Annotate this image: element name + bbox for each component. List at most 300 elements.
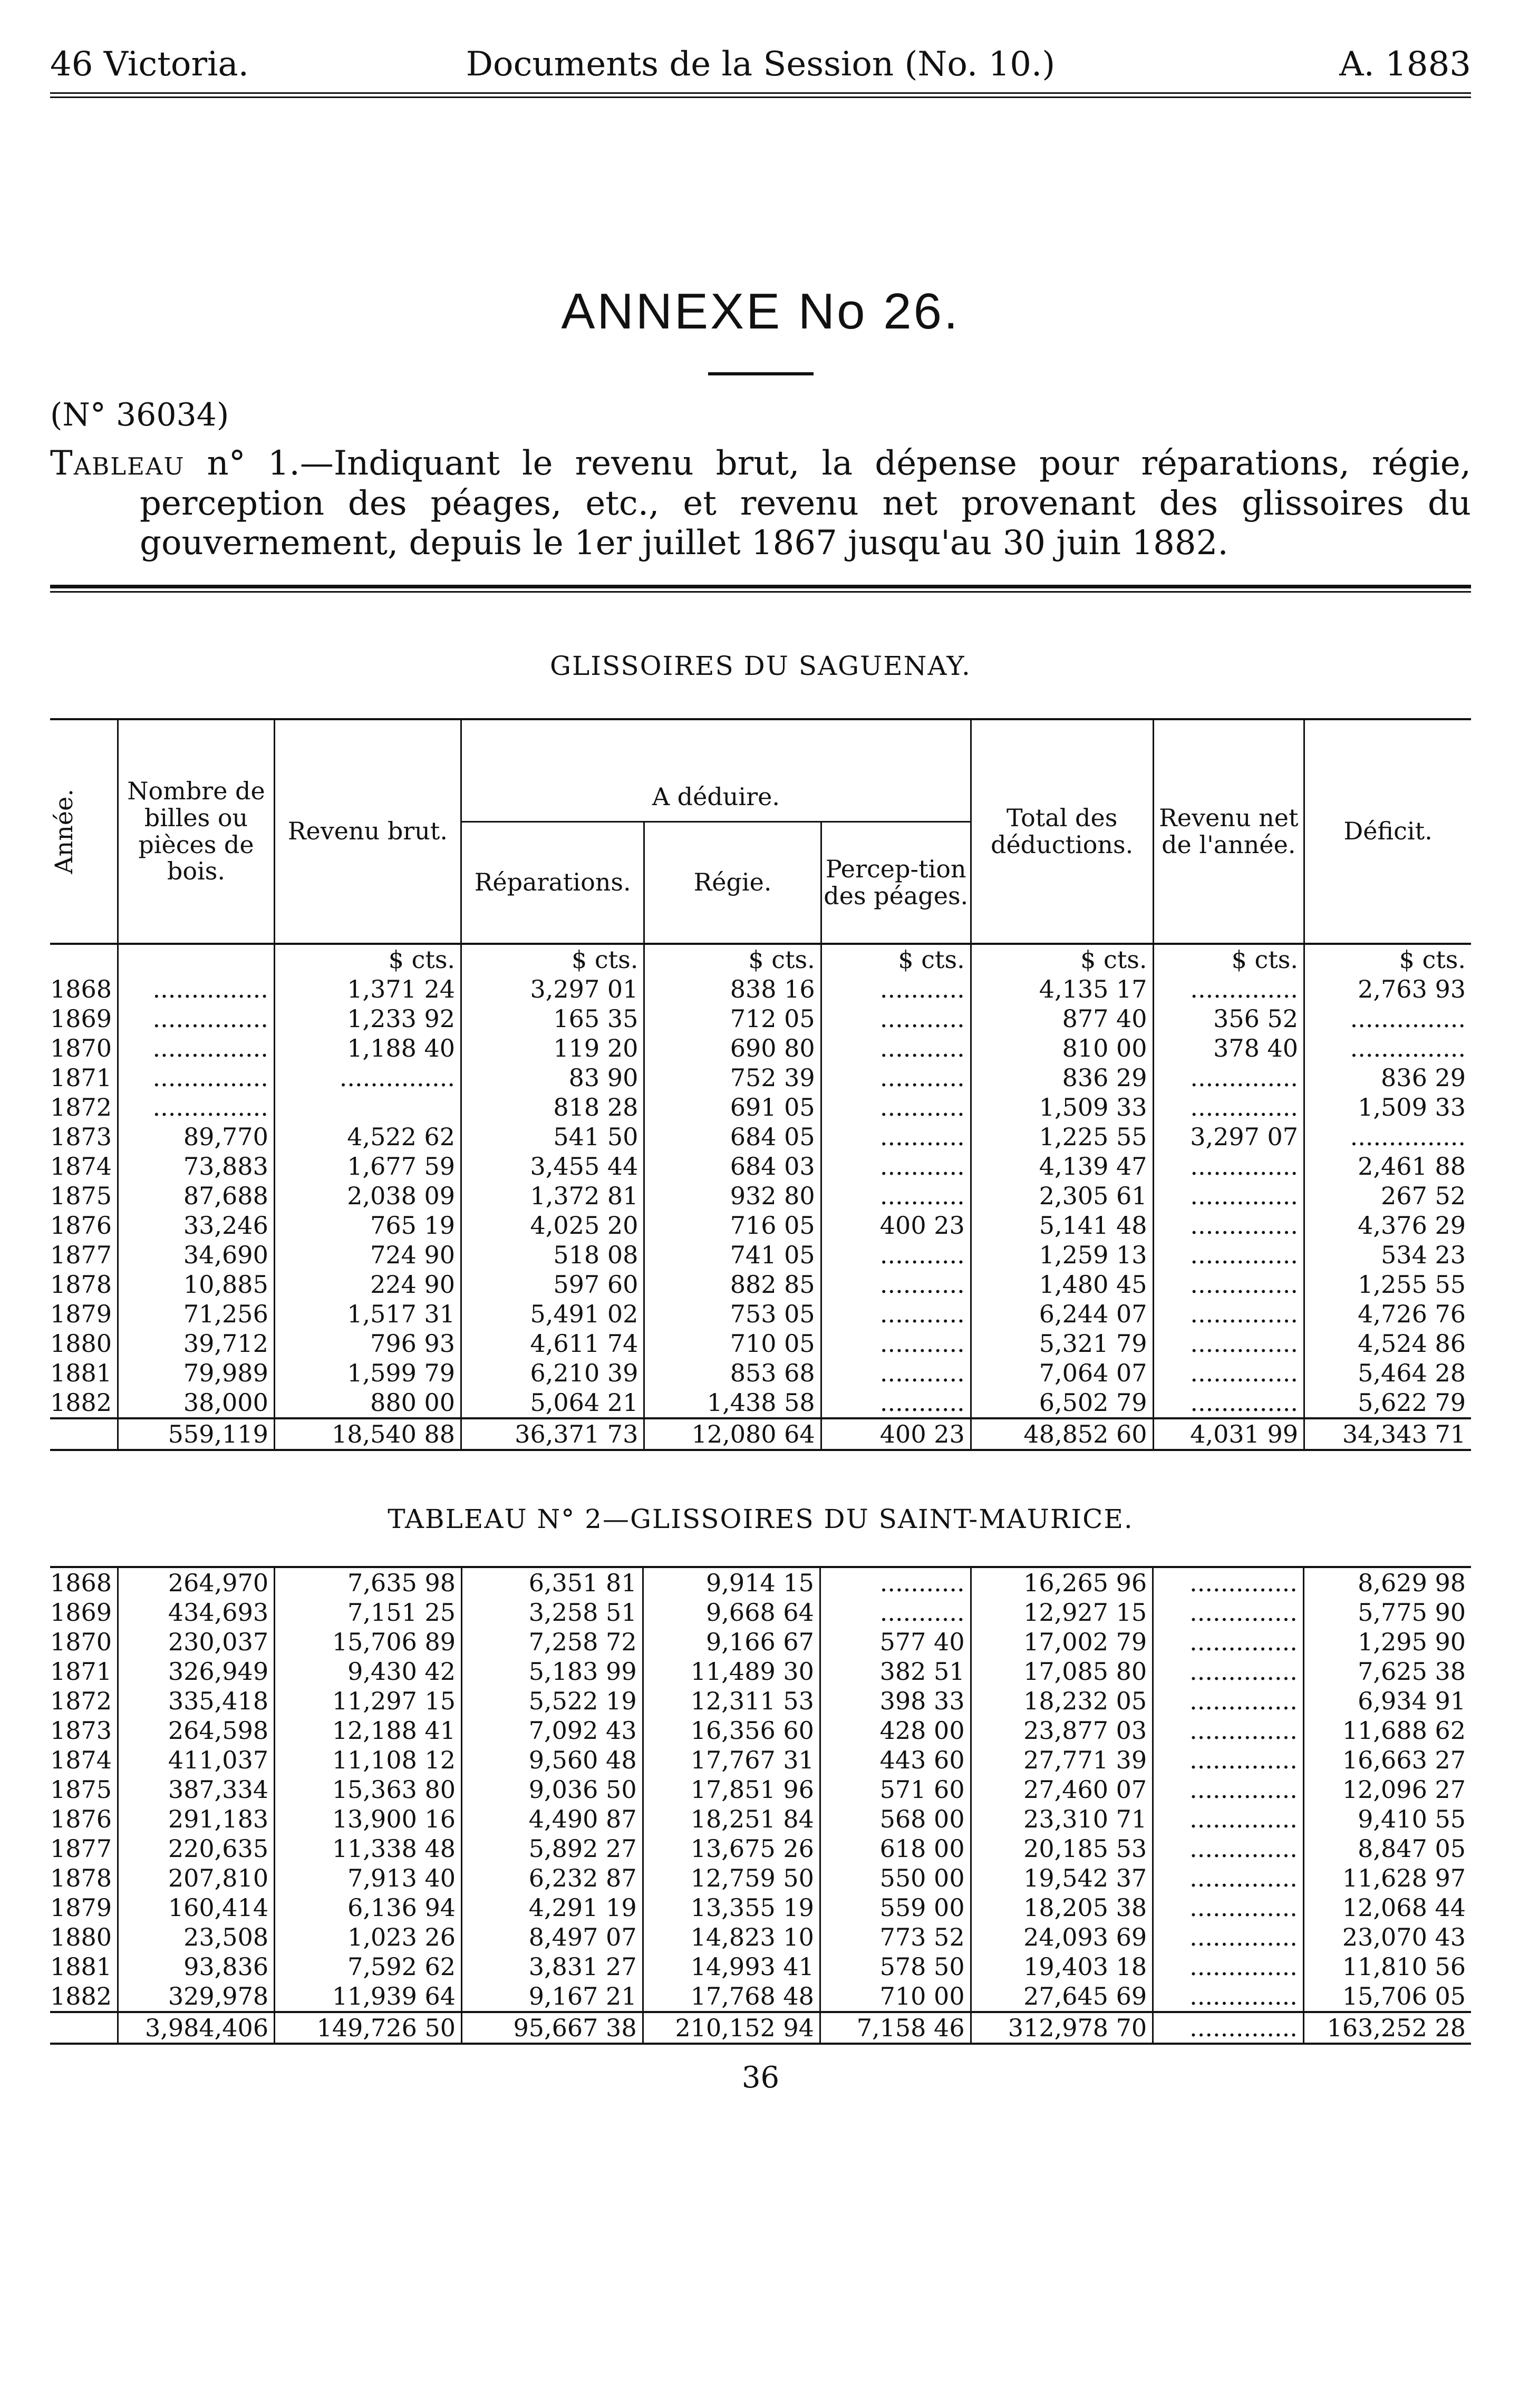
value-cell: 7,635 98 (275, 1567, 462, 1598)
value-cell: 559 00 (820, 1893, 971, 1922)
table-caption (50, 444, 1471, 564)
value-cell: 4,611 74 (461, 1329, 644, 1358)
value-cell: 11,810 56 (1303, 1952, 1471, 1981)
value-cell: 11,688 62 (1303, 1716, 1471, 1745)
value-cell: 8,847 05 (1303, 1834, 1471, 1863)
header-right: A. 1883 (1339, 45, 1471, 84)
year-cell: 1876 (50, 1804, 112, 1833)
value-cell: .............. (1153, 1981, 1304, 2012)
value-cell: 15,363 80 (275, 1775, 462, 1804)
value-cell: 6,351 81 (462, 1567, 643, 1598)
year-cell: 1879 (50, 1893, 112, 1922)
year-cell: 1879 (50, 1299, 112, 1328)
value-cell: 1,188 40 (274, 1033, 461, 1063)
total-cell: 12,080 64 (644, 1418, 821, 1450)
value-cell: 23,310 71 (971, 1804, 1153, 1834)
value-cell: 398 33 (820, 1686, 971, 1716)
header-center: Documents de la Session (No. 10.) (466, 45, 1056, 84)
value-cell: 5,491 02 (461, 1299, 644, 1329)
year-cell: 1881 (50, 1358, 112, 1387)
header-revenu-net: Revenu net de l'année. (1153, 719, 1304, 943)
value-cell: 11,628 97 (1303, 1863, 1471, 1893)
value-cell: .............. (1153, 1834, 1304, 1863)
value-cell: 17,002 79 (971, 1627, 1153, 1657)
value-cell: 11,338 48 (275, 1834, 462, 1863)
value-cell: 4,524 86 (1304, 1329, 1471, 1358)
value-cell: 773 52 (820, 1922, 971, 1952)
year-cell: 1871 (50, 1063, 112, 1092)
caption-rule (50, 585, 1471, 593)
document-page (50, 45, 1471, 2095)
value-cell: 7,258 72 (462, 1627, 643, 1657)
total-cell: 163,252 28 (1303, 2012, 1471, 2044)
value-cell: 618 00 (820, 1834, 971, 1863)
value-cell: 13,675 26 (643, 1834, 820, 1863)
value-cell: .............. (1153, 1063, 1304, 1092)
value-cell: 387,334 (118, 1775, 275, 1804)
value-cell: .............. (1153, 1863, 1304, 1893)
total-cell: 149,726 50 (275, 2012, 462, 2044)
value-cell: .............. (1153, 1211, 1304, 1240)
value-cell: .............. (1153, 974, 1304, 1004)
value-cell: 12,311 53 (643, 1686, 820, 1716)
value-cell: 9,167 21 (462, 1981, 643, 2012)
table2-title: TABLEAU N° 2—GLISSOIRES DU SAINT-MAURICE. (388, 1503, 1134, 1534)
value-cell: 33,246 (118, 1211, 275, 1240)
value-cell: 9,036 50 (462, 1775, 643, 1804)
caption-label: Tableau (50, 444, 185, 483)
value-cell: 9,430 42 (275, 1657, 462, 1686)
value-cell: 160,414 (118, 1893, 275, 1922)
value-cell: 27,460 07 (971, 1775, 1153, 1804)
year-cell: 1874 (50, 1152, 112, 1181)
value-cell: 710 00 (820, 1981, 971, 2012)
value-cell: ........... (821, 1388, 971, 1418)
total-cell: 3,984,406 (118, 2012, 275, 2044)
value-cell: 710 05 (644, 1329, 821, 1358)
value-cell: 578 50 (820, 1952, 971, 1981)
value-cell: 11,108 12 (275, 1745, 462, 1775)
table-row (50, 1863, 1471, 1893)
units-row: $ cts. $ cts. $ cts. $ cts. $ cts. $ cts. $ cts. (50, 944, 1471, 974)
value-cell: .............. (1153, 1388, 1304, 1418)
value-cell: 12,188 41 (275, 1716, 462, 1745)
value-cell: 5,321 79 (971, 1329, 1153, 1358)
value-cell: ........... (821, 1299, 971, 1329)
total-cell: 48,852 60 (971, 1418, 1153, 1450)
value-cell: 18,232 05 (971, 1686, 1153, 1716)
title-rule (708, 372, 814, 375)
value-cell: 5,183 99 (462, 1657, 643, 1686)
value-cell: 71,256 (118, 1299, 275, 1329)
value-cell: 267 52 (1304, 1181, 1471, 1211)
table-row (50, 1033, 1471, 1063)
value-cell: 6,934 91 (1303, 1686, 1471, 1716)
value-cell: 18,251 84 (643, 1804, 820, 1834)
year-cell: 1880 (50, 1329, 112, 1358)
value-cell: ........... (821, 1063, 971, 1092)
value-cell: 7,092 43 (462, 1716, 643, 1745)
table-row (50, 1981, 1471, 2012)
total-cell: 36,371 73 (461, 1418, 644, 1450)
value-cell: 165 35 (461, 1004, 644, 1033)
annexe-title: ANNEXE No 26. (561, 283, 960, 340)
header-regie: Régie. (644, 821, 821, 943)
value-cell: 741 05 (644, 1240, 821, 1270)
value-cell: 12,759 50 (643, 1863, 820, 1893)
value-cell: 220,635 (118, 1834, 275, 1863)
year-cell: 1880 (50, 1922, 112, 1951)
table-row (50, 1922, 1471, 1952)
value-cell: 17,085 80 (971, 1657, 1153, 1686)
value-cell: 11,489 30 (643, 1657, 820, 1686)
table-row (50, 1211, 1471, 1240)
value-cell: 1,295 90 (1303, 1627, 1471, 1657)
value-cell: 1,677 59 (274, 1152, 461, 1181)
value-cell: .............. (1153, 1686, 1304, 1716)
value-cell: 12,927 15 (971, 1598, 1153, 1627)
header-perception: Percep-tion des péages. (821, 821, 971, 943)
value-cell: 1,509 33 (971, 1092, 1153, 1122)
year-cell: 1877 (50, 1834, 112, 1863)
value-cell: 119 20 (461, 1033, 644, 1063)
value-cell: 7,064 07 (971, 1358, 1153, 1388)
value-cell: 5,522 19 (462, 1686, 643, 1716)
value-cell: ............... (118, 1033, 275, 1063)
year-cell: 1870 (50, 1627, 112, 1656)
table-row (50, 1152, 1471, 1181)
value-cell: 382 51 (820, 1657, 971, 1686)
value-cell: 882 85 (644, 1270, 821, 1299)
table2-total-row (50, 2012, 1471, 2044)
value-cell: 2,038 09 (274, 1181, 461, 1211)
value-cell: ........... (821, 1270, 971, 1299)
value-cell: 4,522 62 (274, 1122, 461, 1152)
value-cell: 39,712 (118, 1329, 275, 1358)
value-cell: 12,068 44 (1303, 1893, 1471, 1922)
value-cell: 5,775 90 (1303, 1598, 1471, 1627)
value-cell: ........... (821, 974, 971, 1004)
table-row (50, 1092, 1471, 1122)
value-cell: 73,883 (118, 1152, 275, 1181)
total-cell: 7,158 46 (820, 2012, 971, 2044)
value-cell: 14,993 41 (643, 1952, 820, 1981)
year-cell: 1868 (50, 974, 112, 1003)
value-cell: .............. (1153, 1152, 1304, 1181)
value-cell: 3,297 01 (461, 974, 644, 1004)
value-cell: ............... (118, 1004, 275, 1033)
value-cell: 17,767 31 (643, 1745, 820, 1775)
value-cell: ............... (1304, 1033, 1471, 1063)
value-cell: 4,139 47 (971, 1152, 1153, 1181)
value-cell: 23,070 43 (1303, 1922, 1471, 1952)
value-cell: .............. (1153, 1270, 1304, 1299)
year-cell: 1876 (50, 1211, 112, 1240)
value-cell: .............. (1153, 1358, 1304, 1388)
value-cell: 11,297 15 (275, 1686, 462, 1716)
table-row (50, 1804, 1471, 1834)
value-cell: 4,376 29 (1304, 1211, 1471, 1240)
value-cell: 224 90 (274, 1270, 461, 1299)
value-cell: 6,502 79 (971, 1388, 1153, 1418)
value-cell: 264,970 (118, 1567, 275, 1598)
value-cell: 14,823 10 (643, 1922, 820, 1952)
value-cell: .............. (1153, 1329, 1304, 1358)
total-cell: 95,667 38 (462, 2012, 643, 2044)
table-row (50, 1299, 1471, 1329)
table-row (50, 1745, 1471, 1775)
caption-text: n° 1.—Indiquant le revenu brut, la dépense pour réparations, régie, perception des péages, etc., et revenu net provenant des glissoires du gouvernement, depuis le 1er juillet 1867 jusqu'au 30 juin 1882. (140, 444, 1472, 563)
value-cell: 6,232 87 (462, 1863, 643, 1893)
header-left: 46 Victoria. (50, 45, 249, 84)
value-cell: 335,418 (118, 1686, 275, 1716)
value-cell: 11,939 64 (275, 1981, 462, 2012)
value-cell: 34,690 (118, 1240, 275, 1270)
value-cell: 411,037 (118, 1745, 275, 1775)
value-cell: 20,185 53 (971, 1834, 1153, 1863)
value-cell: 9,914 15 (643, 1567, 820, 1598)
table-row (50, 1063, 1471, 1092)
value-cell: 87,688 (118, 1181, 275, 1211)
value-cell: 1,599 79 (274, 1358, 461, 1388)
value-cell: 10,885 (118, 1270, 275, 1299)
table-row (50, 974, 1471, 1004)
value-cell: 3,455 44 (461, 1152, 644, 1181)
value-cell: 518 08 (461, 1240, 644, 1270)
value-cell: 83 90 (461, 1063, 644, 1092)
value-cell: 7,913 40 (275, 1863, 462, 1893)
value-cell: 765 19 (274, 1211, 461, 1240)
year-cell: 1873 (50, 1716, 112, 1745)
value-cell: .............. (1153, 1952, 1304, 1981)
value-cell: 27,771 39 (971, 1745, 1153, 1775)
value-cell: .............. (1153, 1716, 1304, 1745)
value-cell: .............. (1153, 1893, 1304, 1922)
value-cell: 4,025 20 (461, 1211, 644, 1240)
value-cell: 1,517 31 (274, 1299, 461, 1329)
year-cell: 1869 (50, 1004, 112, 1033)
value-cell: 400 23 (821, 1211, 971, 1240)
value-cell: 291,183 (118, 1804, 275, 1834)
value-cell: 1,480 45 (971, 1270, 1153, 1299)
header-a-deduire: A déduire. (461, 719, 971, 822)
value-cell: 577 40 (820, 1627, 971, 1657)
value-cell: 534 23 (1304, 1240, 1471, 1270)
value-cell: 597 60 (461, 1270, 644, 1299)
value-cell: 8,629 98 (1303, 1567, 1471, 1598)
table-row (50, 1598, 1471, 1627)
value-cell: 6,244 07 (971, 1299, 1153, 1329)
value-cell: 810 00 (971, 1033, 1153, 1063)
table-row (50, 1893, 1471, 1922)
value-cell: 16,663 27 (1303, 1745, 1471, 1775)
value-cell: 691 05 (644, 1092, 821, 1122)
header-total: Total des déductions. (971, 719, 1153, 943)
value-cell: .............. (1153, 1092, 1304, 1122)
value-cell: 690 80 (644, 1033, 821, 1063)
value-cell: 5,141 48 (971, 1211, 1153, 1240)
value-cell: 838 16 (644, 974, 821, 1004)
table-row (50, 1657, 1471, 1686)
year-cell: 1877 (50, 1240, 112, 1269)
value-cell: .............. (1153, 1627, 1304, 1657)
table-row (50, 1834, 1471, 1863)
table-row (50, 1567, 1471, 1598)
page-number: 36 (741, 2060, 780, 2095)
year-cell: 1878 (50, 1270, 112, 1299)
reference-number: (N° 36034) (50, 397, 229, 433)
value-cell: 27,645 69 (971, 1981, 1153, 2012)
value-cell: 1,233 92 (274, 1004, 461, 1033)
value-cell: 79,989 (118, 1358, 275, 1388)
value-cell: ............... (118, 974, 275, 1004)
table-row (50, 1181, 1471, 1211)
value-cell: 932 80 (644, 1181, 821, 1211)
value-cell: 9,166 67 (643, 1627, 820, 1657)
value-cell: .............. (1153, 1598, 1304, 1627)
value-cell: .............. (1153, 1745, 1304, 1775)
table-row (50, 1388, 1471, 1418)
value-cell: 880 00 (274, 1388, 461, 1418)
value-cell: 13,900 16 (275, 1804, 462, 1834)
value-cell: 356 52 (1153, 1004, 1304, 1033)
table1-title: GLISSOIRES DU SAGUENAY. (550, 650, 971, 681)
value-cell: 18,205 38 (971, 1893, 1153, 1922)
value-cell: ........... (821, 1092, 971, 1122)
value-cell: ........... (821, 1004, 971, 1033)
value-cell: 877 40 (971, 1004, 1153, 1033)
table-row (50, 1775, 1471, 1804)
value-cell: 716 05 (644, 1211, 821, 1240)
year-cell: 1871 (50, 1657, 112, 1686)
value-cell: 5,064 21 (461, 1388, 644, 1418)
year-cell: 1872 (50, 1686, 112, 1715)
value-cell: 329,978 (118, 1981, 275, 2012)
value-cell: 13,355 19 (643, 1893, 820, 1922)
value-cell: 1,023 26 (275, 1922, 462, 1952)
value-cell: ........... (821, 1181, 971, 1211)
value-cell: 7,592 62 (275, 1952, 462, 1981)
value-cell: ............... (118, 1063, 275, 1092)
year-cell: 1874 (50, 1745, 112, 1774)
value-cell: ............... (1304, 1004, 1471, 1033)
value-cell: 684 03 (644, 1152, 821, 1181)
year-cell: 1869 (50, 1598, 112, 1627)
value-cell: ........... (820, 1567, 971, 1598)
table-row (50, 1358, 1471, 1388)
value-cell: 9,410 55 (1303, 1804, 1471, 1834)
value-cell: 4,490 87 (462, 1804, 643, 1834)
table-row (50, 1627, 1471, 1657)
table-row (50, 1122, 1471, 1152)
value-cell: 684 05 (644, 1122, 821, 1152)
year-cell: 1881 (50, 1952, 112, 1981)
value-cell: 571 60 (820, 1775, 971, 1804)
value-cell: 378 40 (1153, 1033, 1304, 1063)
value-cell: 796 93 (274, 1329, 461, 1358)
total-cell: 18,540 88 (274, 1418, 461, 1450)
year-cell: 1875 (50, 1181, 112, 1210)
table-row (50, 1686, 1471, 1716)
value-cell: 16,356 60 (643, 1716, 820, 1745)
value-cell: 853 68 (644, 1358, 821, 1388)
value-cell: 4,291 19 (462, 1893, 643, 1922)
value-cell: 23,877 03 (971, 1716, 1153, 1745)
value-cell: 8,497 07 (462, 1922, 643, 1952)
value-cell: 1,438 58 (644, 1388, 821, 1418)
header-billes: Nombre de billes ou pièces de bois. (118, 719, 275, 943)
value-cell: 712 05 (644, 1004, 821, 1033)
value-cell: 724 90 (274, 1240, 461, 1270)
header-annee: Année. (50, 788, 78, 874)
value-cell: ............... (274, 1063, 461, 1092)
value-cell: 6,210 39 (461, 1358, 644, 1388)
value-cell: 264,598 (118, 1716, 275, 1745)
value-cell: 230,037 (118, 1627, 275, 1657)
value-cell: 3,297 07 (1153, 1122, 1304, 1152)
value-cell: 12,096 27 (1303, 1775, 1471, 1804)
value-cell: 15,706 05 (1303, 1981, 1471, 2012)
value-cell: 3,258 51 (462, 1598, 643, 1627)
value-cell: 9,560 48 (462, 1745, 643, 1775)
value-cell: ............... (1304, 1122, 1471, 1152)
value-cell: 19,403 18 (971, 1952, 1153, 1981)
year-cell: 1875 (50, 1775, 112, 1804)
value-cell: 15,706 89 (275, 1627, 462, 1657)
value-cell: 568 00 (820, 1804, 971, 1834)
value-cell: 752 39 (644, 1063, 821, 1092)
value-cell: .............. (1153, 1804, 1304, 1834)
value-cell: 753 05 (644, 1299, 821, 1329)
value-cell: 4,135 17 (971, 974, 1153, 1004)
value-cell: 1,259 13 (971, 1240, 1153, 1270)
table2 (50, 1566, 1471, 2045)
value-cell: ........... (821, 1122, 971, 1152)
value-cell: ........... (821, 1240, 971, 1270)
value-cell (274, 1092, 461, 1122)
value-cell: 1,255 55 (1304, 1270, 1471, 1299)
value-cell: 23,508 (118, 1922, 275, 1952)
value-cell: .............. (1153, 1922, 1304, 1952)
value-cell: 7,625 38 (1303, 1657, 1471, 1686)
value-cell: 7,151 25 (275, 1598, 462, 1627)
table-row (50, 1004, 1471, 1033)
value-cell: ........... (820, 1598, 971, 1627)
value-cell: 16,265 96 (971, 1567, 1153, 1598)
total-cell: 4,031 99 (1153, 1418, 1304, 1450)
value-cell: 1,371 24 (274, 974, 461, 1004)
value-cell: ........... (821, 1329, 971, 1358)
value-cell: ............... (118, 1092, 275, 1122)
value-cell: .............. (1153, 1567, 1304, 1598)
running-header (50, 45, 1471, 92)
value-cell: 5,892 27 (462, 1834, 643, 1863)
value-cell: 5,622 79 (1304, 1388, 1471, 1418)
table1-total-row (50, 1418, 1471, 1450)
value-cell: 89,770 (118, 1122, 275, 1152)
value-cell: 1,509 33 (1304, 1092, 1471, 1122)
total-cell: 210,152 94 (643, 2012, 820, 2044)
total-cell: 559,119 (118, 1418, 275, 1450)
value-cell: 3,831 27 (462, 1952, 643, 1981)
value-cell: 818 28 (461, 1092, 644, 1122)
total-cell: 34,343 71 (1304, 1418, 1471, 1450)
total-cell: .............. (1153, 2012, 1304, 2044)
value-cell: 207,810 (118, 1863, 275, 1893)
header-deficit: Déficit. (1304, 719, 1471, 943)
table-row (50, 1952, 1471, 1981)
value-cell: 2,763 93 (1304, 974, 1471, 1004)
